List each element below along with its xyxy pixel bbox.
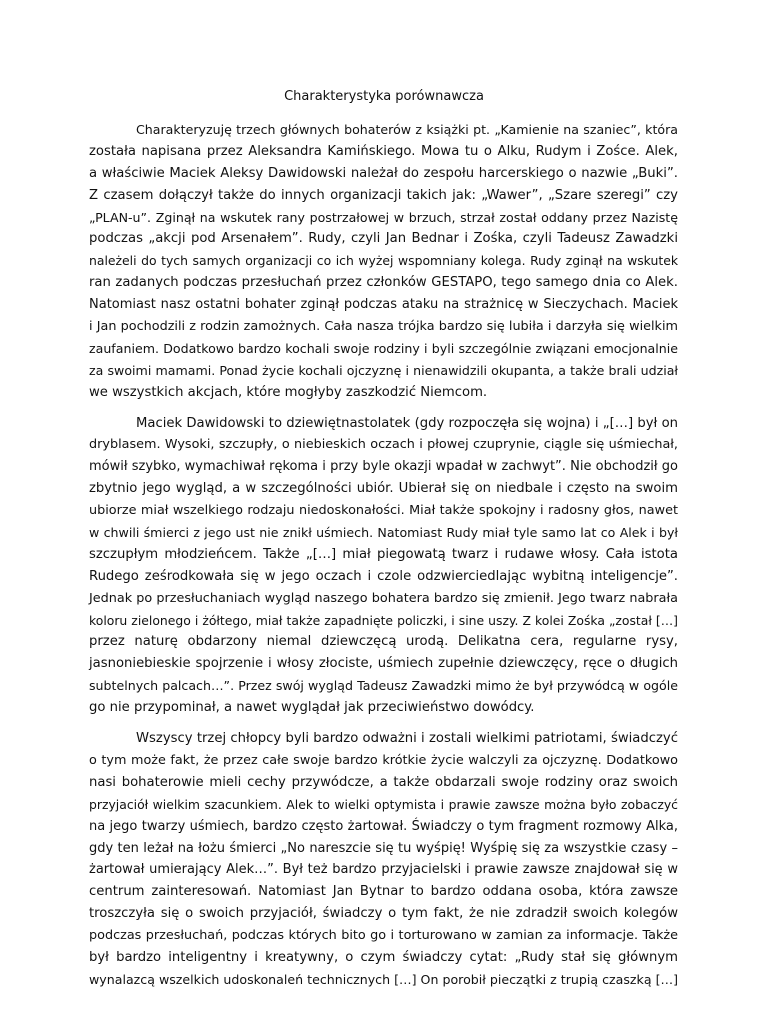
text-line: Jednak po przesłuchaniach wygląd naszego bohatera bardzo się zmienił. Jego twarz nabrała — [89, 590, 678, 606]
text-line: „PLAN-u”. Zginął na wskutek rany postrzałowej w brzuch, strzał został oddany przez Nazistę — [89, 209, 678, 225]
text-line: Charakteryzuję trzech głównych bohaterów z książki pt. „Kamienie na szaniec”, która — [136, 122, 678, 137]
text-line: za swoimi mamami. Ponad życie kochali ojczyznę i nienawidzili okupanta, a także brali udział — [89, 362, 678, 378]
text-line: Z czasem dołączył także do innych organizacji takich jak: „Wawer”, „Szare szeregi” czy — [89, 187, 678, 203]
text-line: zbytnio jego wygląd, a w szczególności ubiór. Ubierał się on niedbale i często na swoim — [89, 481, 678, 497]
text-line: we wszystkich akcjach, które mogłyby zaszkodzić Niemcom. — [89, 384, 488, 400]
text-line: ubiorze miał wszelkiego rodzaju niedoskonałości. Miał także spokojny i radosny głos, nawet — [89, 503, 678, 519]
text-line: na jego twarzy uśmiech, bardzo często żartował. Świadczy o tym fragment rozmowy Alka, — [89, 818, 678, 834]
text-line: gdy ten leżał na łożu śmierci „No nareszcie się tu wyśpię! Wyśpię się za wszystkie czasy – — [89, 840, 678, 856]
text-line: podczas „akcji pod Arsenałem”. Rudy, czyli Jan Bednar i Zośka, czyli Tadeusz Zawadzki — [89, 231, 678, 247]
text-line: zaufaniem. Dodatkowo bardzo kochali swoje rodziny i byli szczególnie związani emocjonalnie — [89, 340, 678, 356]
text-line: jasnoniebieskie spojrzenie i włosy złociste, uśmiech zupełnie dziewczęcy, ręce o długich — [89, 656, 678, 672]
text-line: przyjaciół wielkim szacunkiem. Alek to wielki optymista i prawie zawsze można było zobaczyć — [89, 796, 678, 812]
text-line: był bardzo inteligentny i kreatywny, o czym świadczy cytat: „Rudy stał się głównym — [89, 949, 678, 965]
text-line: należeli do tych samych organizacji co ich wyżej wspomniany kolega. Rudy zginął na wskutek — [89, 253, 678, 269]
text-line: i Jan pochodzili z rodzin zamożnych. Cała nasza trójka bardzo się lubiła i darzyła się wielkim — [89, 319, 678, 335]
text-line: wynalazcą wszelkich udoskonaleń technicznych […] On porobił pieczątki z trupią czaszką […] — [89, 971, 678, 987]
text-line: dryblasem. Wysoki, szczupły, o niebieskich oczach i płowej czuprynie, ciągle się uśmiechał, — [89, 437, 678, 453]
paragraph-2 — [89, 413, 678, 719]
text-line: nasi bohaterowie mieli cechy przywódcze, a także obdarzali swoje rodziny oraz swoich — [89, 774, 678, 790]
text-line: go nie przypominał, a nawet wyglądał jak przeciwieństwo dowódcy. — [89, 700, 535, 716]
text-line: żartował umierający Alek…”. Był też bardzo przyjacielski i prawie zawsze znajdował się w — [89, 862, 678, 878]
document-title: Charakterystyka porównawcza — [284, 89, 484, 104]
paragraph-1 — [89, 119, 678, 404]
text-line: Maciek Dawidowski to dziewiętnastolatek (gdy rozpoczęła się wojna) i „[…] był on — [136, 415, 678, 431]
text-line: w chwili śmierci z jego ust nie znikł uśmiech. Natomiast Rudy miał tyle samo lat co Alek i był — [89, 525, 678, 541]
text-line: troszczyła się o swoich przyjaciół, świadczy o tym fakt, że nie zdradził swoich kolegów — [89, 906, 678, 922]
text-line: Rudego ześrodkowała się w jego oczach i czole odzwierciedlając wybitną inteligencje”. — [89, 568, 678, 584]
text-line: ran zadanych podczas przesłuchań przez członków GESTAPO, tego samego dnia co Alek. — [89, 275, 678, 291]
text-line: szczupłym młodzieńcem. Także „[…] miał piegowatą twarz i rudawe włosy. Cała istota — [89, 546, 678, 562]
paragraph-3 — [89, 728, 678, 991]
text-line: mówił szybko, wymachiwał rękoma i przy byle okazji wpadał w zachwyt”. Nie obchodził go — [89, 459, 678, 475]
document-body — [89, 119, 678, 991]
text-line: centrum zainteresowań. Natomiast Jan Bytnar to bardzo oddana osoba, która zawsze — [89, 884, 678, 900]
text-line: została napisana przez Aleksandra Kamińskiego. Mowa tu o Alku, Rudym i Zośce. Alek, — [89, 143, 678, 159]
text-line: podczas przesłuchań, podczas których bito go i torturowano w zamian za informacje. Także — [89, 928, 678, 944]
text-line: subtelnych palcach…”. Przez swój wygląd Tadeusz Zawadzki mimo że był przywódcą w ogóle — [89, 678, 678, 694]
text-line: przez naturę obdarzony niemal dziewczęcą urodą. Delikatna cera, regularne rysy, — [89, 634, 678, 650]
text-line: a właściwie Maciek Aleksy Dawidowski należał do zespołu harcerskiego o nazwie „Buki”. — [89, 165, 678, 181]
text-line: koloru zielonego i żółtego, miał także zapadnięte policzki, i sine uszy. Z kolei Zośka „został […] — [89, 612, 678, 628]
text-line: Wszyscy trzej chłopcy byli bardzo odważni i zostali wielkimi patriotami, świadczyć — [136, 731, 678, 747]
text-line: Natomiast nasz ostatni bohater zginął podczas ataku na strażnicę w Sieczychach. Maciek — [89, 297, 678, 313]
text-line: o tym może fakt, że przez całe swoje bardzo krótkie życie walczyli za ojczyznę. Dodatkowo — [89, 752, 678, 768]
